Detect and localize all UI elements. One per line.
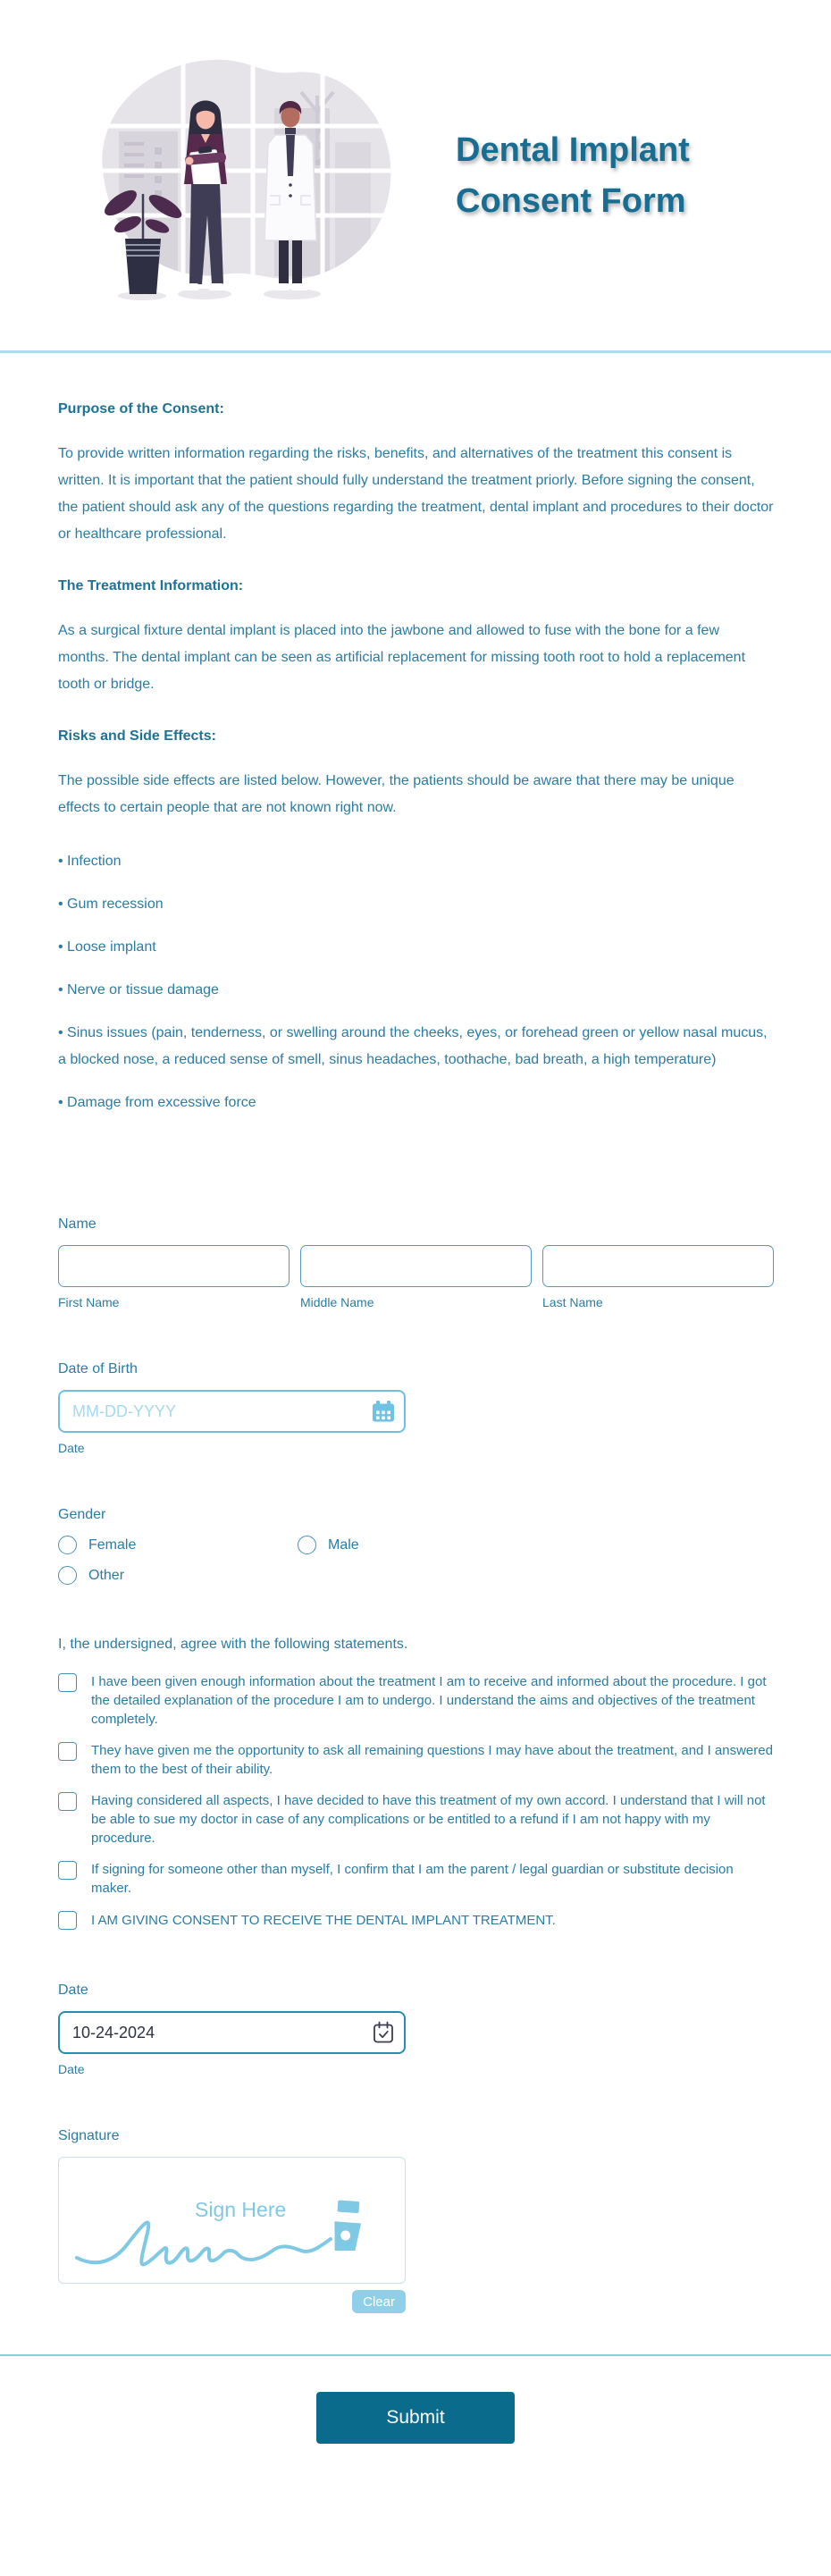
female-radio-label: Female xyxy=(88,1536,137,1553)
side-effect-item: • Sinus issues (pain, tenderness, or swelling around the cheeks, eyes, or forehead green or yellow nasal mucus, a blocked nose, a reduced sense of smell, sinus headaches, toothache, bad breath, a high temperature) xyxy=(58,1025,768,1067)
agreement-statement-row[interactable] xyxy=(58,1741,773,1779)
gender-label: Gender xyxy=(58,1507,106,1522)
statement-4-label: If signing for someone other than myself, I confirm that I am the parent / legal guardian or substitute decision maker. xyxy=(91,1862,734,1896)
date-label: Date xyxy=(58,1983,88,1998)
male-radio-label: Male xyxy=(328,1536,359,1553)
agreement-statement-row[interactable] xyxy=(58,1672,773,1729)
date-sublabel: Date xyxy=(58,2062,85,2076)
form-header xyxy=(0,0,831,350)
dob-field-group xyxy=(58,1361,774,1455)
side-effect-item: • Gum recession xyxy=(58,897,164,912)
statement-5-label: I AM GIVING CONSENT TO RECEIVE THE DENTAL IMPLANT TREATMENT. xyxy=(91,1913,556,1928)
first-name-sublabel: First Name xyxy=(58,1295,120,1309)
page-title-line1: Dental Implant xyxy=(456,131,690,169)
statement-2-label: They have given me the opportunity to ask all remaining questions I may have about the treatment, and I answered them to the best of their ability. xyxy=(91,1743,773,1777)
statement-2-checkbox[interactable] xyxy=(58,1742,77,1761)
agreement-statement-row[interactable] xyxy=(58,1910,773,1931)
first-name-input[interactable] xyxy=(58,1245,290,1287)
dob-label: Date of Birth xyxy=(58,1361,138,1376)
middle-name-sublabel: Middle Name xyxy=(300,1295,374,1309)
signature-field-group xyxy=(58,2128,774,2313)
header-illustration xyxy=(49,25,407,313)
statement-1-label: I have been given enough information about the treatment I am to receive and informed about the procedure. I got the detailed explanation of the procedure I am to undergo. I understand the aims and objectives of the treatment completely. xyxy=(91,1674,767,1727)
side-effect-item: • Damage from excessive force xyxy=(58,1095,256,1110)
page-title xyxy=(456,125,690,227)
statement-3-checkbox[interactable] xyxy=(58,1792,77,1811)
date-input[interactable] xyxy=(58,2011,406,2054)
statement-5-checkbox[interactable] xyxy=(58,1911,77,1930)
treatment-paragraph: As a surgical fixture dental implant is placed into the jawbone and allowed to fuse with the bone for a few months. The dental implant can be seen as artificial replacement for missing tooth root to hold a replacement tooth or bridge. xyxy=(58,623,746,692)
purpose-paragraph: To provide written information regarding the risks, benefits, and alternatives of the treatment this consent is written. It is important that the patient should fully understand the treatment priorly. Before signing the consent, the patient should ask any of the questions regarding the treatment, dental implant and procedures to their doctor or healthcare professional. xyxy=(58,446,774,542)
side-effect-item: • Nerve or tissue damage xyxy=(58,982,219,998)
purpose-heading: Purpose of the Consent: xyxy=(58,401,224,417)
agreement-intro: I, the undersigned, agree with the following statements. xyxy=(58,1637,408,1652)
signature-placeholder-graphic xyxy=(59,2158,405,2283)
submit-button[interactable]: Submit xyxy=(316,2392,515,2444)
last-name-sublabel: Last Name xyxy=(542,1295,603,1309)
date-field-group xyxy=(58,1983,774,2076)
consent-text-block xyxy=(58,400,774,1116)
signature-pad[interactable] xyxy=(58,2157,406,2284)
signature-label: Signature xyxy=(58,2128,120,2143)
agreement-statement-row[interactable] xyxy=(58,1791,773,1848)
clear-signature-button[interactable]: Clear xyxy=(352,2290,406,2313)
middle-name-input[interactable] xyxy=(300,1245,532,1287)
statement-4-checkbox[interactable] xyxy=(58,1861,77,1880)
sign-here-text: Sign Here xyxy=(195,2198,287,2221)
other-radio-label: Other xyxy=(88,1567,125,1583)
risks-heading: Risks and Side Effects: xyxy=(58,728,216,744)
last-name-input[interactable] xyxy=(542,1245,774,1287)
signature-squiggle xyxy=(77,2223,331,2265)
agreement-field-group xyxy=(58,1637,774,1931)
calendar-filled-icon[interactable] xyxy=(372,1401,395,1423)
name-field-group xyxy=(58,1216,774,1309)
female-radio[interactable] xyxy=(58,1536,77,1554)
agreement-statement-row[interactable] xyxy=(58,1860,773,1898)
gender-option-male[interactable] xyxy=(298,1536,537,1554)
page-title-line2: Consent Form xyxy=(456,182,686,220)
other-radio[interactable] xyxy=(58,1566,77,1585)
statement-1-checkbox[interactable] xyxy=(58,1673,77,1692)
risks-paragraph: The possible side effects are listed below. However, the patients should be aware that there may be unique effects to certain people that are not known right now. xyxy=(58,773,734,815)
gender-field-group xyxy=(58,1507,774,1585)
side-effect-item: • Infection xyxy=(58,854,122,869)
dob-input[interactable] xyxy=(58,1390,406,1433)
statement-3-label: Having considered all aspects, I have decided to have this treatment of my own accord. I understand that I will not be able to sue my doctor in case of any complications or be entitled to a refund if I am not happy with my procedure. xyxy=(91,1793,766,1846)
side-effect-item: • Loose implant xyxy=(58,939,156,955)
pen-nib-icon xyxy=(312,2191,382,2261)
gender-option-other[interactable] xyxy=(58,1566,298,1585)
gender-option-female[interactable] xyxy=(58,1536,298,1554)
calendar-check-icon[interactable] xyxy=(373,2021,395,2044)
name-label: Name xyxy=(58,1216,97,1232)
male-radio[interactable] xyxy=(298,1536,316,1554)
treatment-heading: The Treatment Information: xyxy=(58,578,244,593)
dob-sublabel: Date xyxy=(58,1441,85,1455)
